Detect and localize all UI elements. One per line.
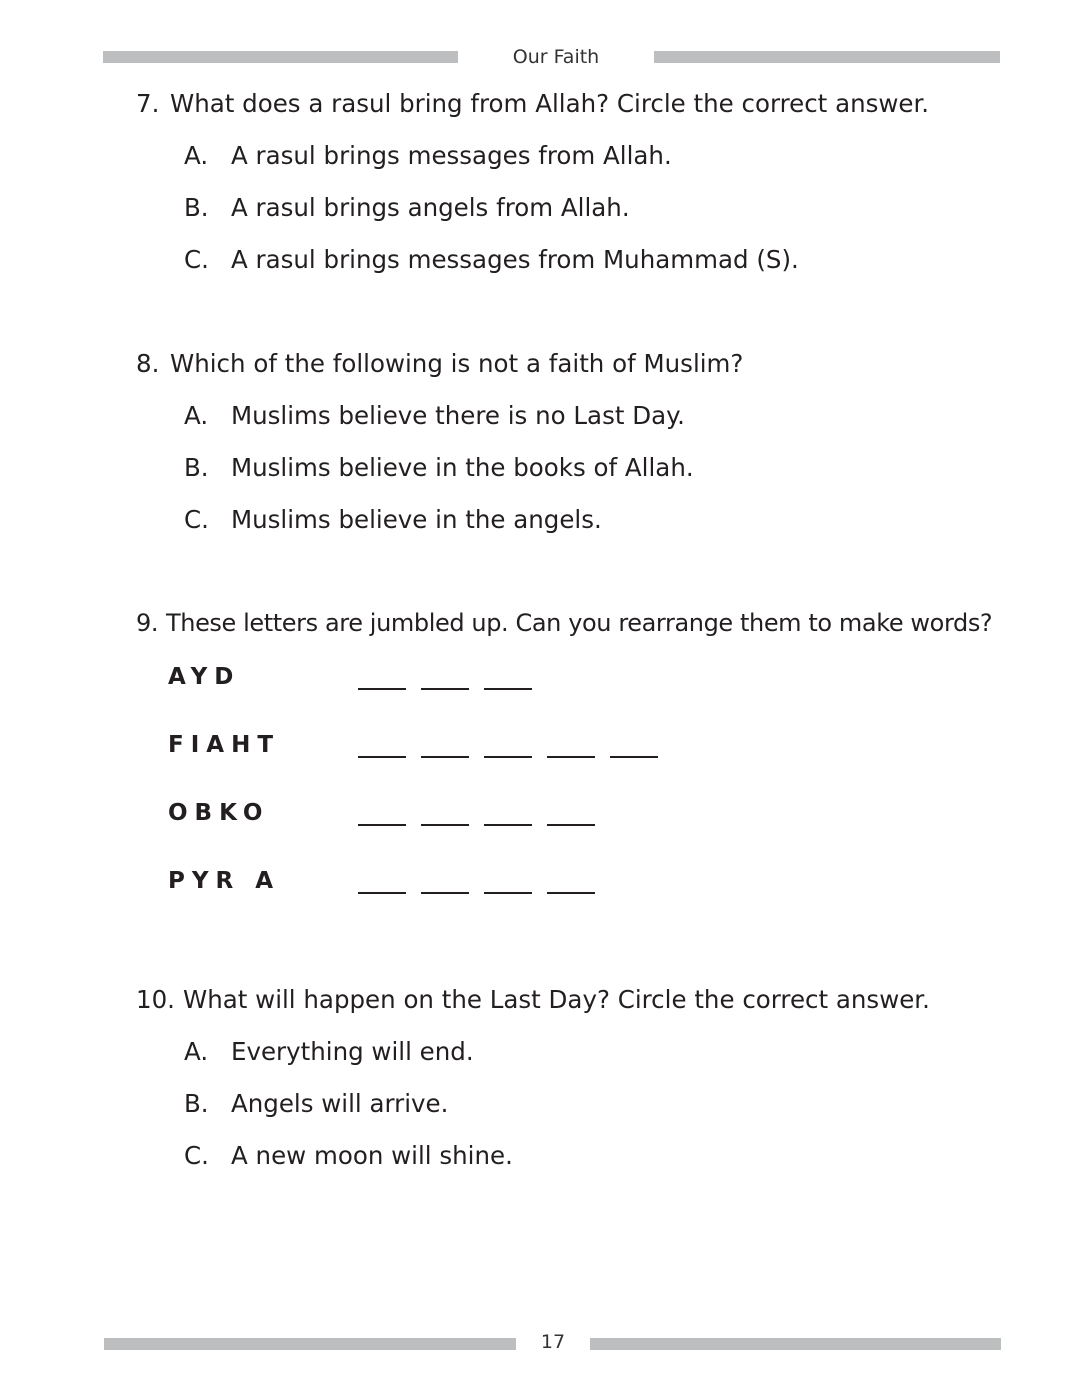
answer-blank[interactable]	[484, 688, 532, 690]
jumbled-word-4: PYR A	[168, 868, 281, 894]
answer-blank[interactable]	[547, 892, 595, 894]
question-number: 7.	[136, 89, 160, 118]
option-text: Muslims believe in the books of Allah.	[231, 453, 694, 482]
question-8	[136, 349, 743, 378]
question-text: What will happen on the Last Day? Circle the correct answer.	[183, 985, 930, 1014]
answer-blank[interactable]	[358, 756, 406, 758]
option-letter: A.	[184, 1037, 209, 1066]
option-7b[interactable]	[184, 193, 630, 222]
option-8c[interactable]	[184, 505, 602, 534]
option-letter: B.	[184, 453, 209, 482]
answer-blank[interactable]	[358, 892, 406, 894]
option-letter: A.	[184, 141, 209, 170]
option-text: Everything will end.	[231, 1037, 474, 1066]
page-number: 17	[540, 1331, 566, 1353]
option-letter: C.	[184, 505, 209, 534]
option-10c[interactable]	[184, 1141, 513, 1170]
option-letter: C.	[184, 245, 209, 274]
answer-blank[interactable]	[547, 756, 595, 758]
option-10a[interactable]	[184, 1037, 474, 1066]
answer-blank[interactable]	[484, 756, 532, 758]
header-bar-right	[654, 51, 1000, 63]
question-number: 8.	[136, 349, 160, 378]
footer-bar-right	[590, 1338, 1001, 1350]
answer-blank[interactable]	[421, 688, 469, 690]
option-8a[interactable]	[184, 401, 685, 430]
option-text: A rasul brings angels from Allah.	[231, 193, 630, 222]
option-text: A rasul brings messages from Allah.	[231, 141, 672, 170]
answer-blank[interactable]	[610, 756, 658, 758]
answer-blank[interactable]	[547, 824, 595, 826]
header-bar-left	[103, 51, 458, 63]
question-7	[136, 89, 929, 118]
question-9	[136, 609, 992, 637]
answer-blank[interactable]	[358, 824, 406, 826]
question-text: Which of the following is not a faith of Muslim?	[170, 349, 744, 378]
option-text: Muslims believe there is no Last Day.	[231, 401, 685, 430]
option-text: Angels will arrive.	[231, 1089, 449, 1118]
question-10	[136, 985, 930, 1014]
option-letter: C.	[184, 1141, 209, 1170]
answer-blank[interactable]	[421, 892, 469, 894]
question-number: 9.	[136, 609, 159, 637]
option-8b[interactable]	[184, 453, 694, 482]
option-text: A rasul brings messages from Muhammad (S).	[231, 245, 799, 274]
answer-blank[interactable]	[484, 892, 532, 894]
header-title: Our Faith	[512, 46, 600, 68]
option-7a[interactable]	[184, 141, 672, 170]
option-letter: B.	[184, 1089, 209, 1118]
jumbled-word-3: OBKO	[168, 800, 270, 826]
jumbled-word-2: FIAHT	[168, 732, 281, 758]
option-7c[interactable]	[184, 245, 799, 274]
answer-blank[interactable]	[421, 756, 469, 758]
option-letter: A.	[184, 401, 209, 430]
answer-blank[interactable]	[358, 688, 406, 690]
answer-blank[interactable]	[484, 824, 532, 826]
question-number: 10.	[136, 985, 175, 1014]
question-text: These letters are jumbled up. Can you rearrange them to make words?	[166, 609, 993, 637]
option-letter: B.	[184, 193, 209, 222]
jumbled-word-1: AYD	[168, 664, 241, 690]
question-text: What does a rasul bring from Allah? Circle the correct answer.	[170, 89, 930, 118]
answer-blank[interactable]	[421, 824, 469, 826]
option-text: A new moon will shine.	[231, 1141, 513, 1170]
option-text: Muslims believe in the angels.	[231, 505, 602, 534]
footer-bar-left	[104, 1338, 516, 1350]
option-10b[interactable]	[184, 1089, 448, 1118]
